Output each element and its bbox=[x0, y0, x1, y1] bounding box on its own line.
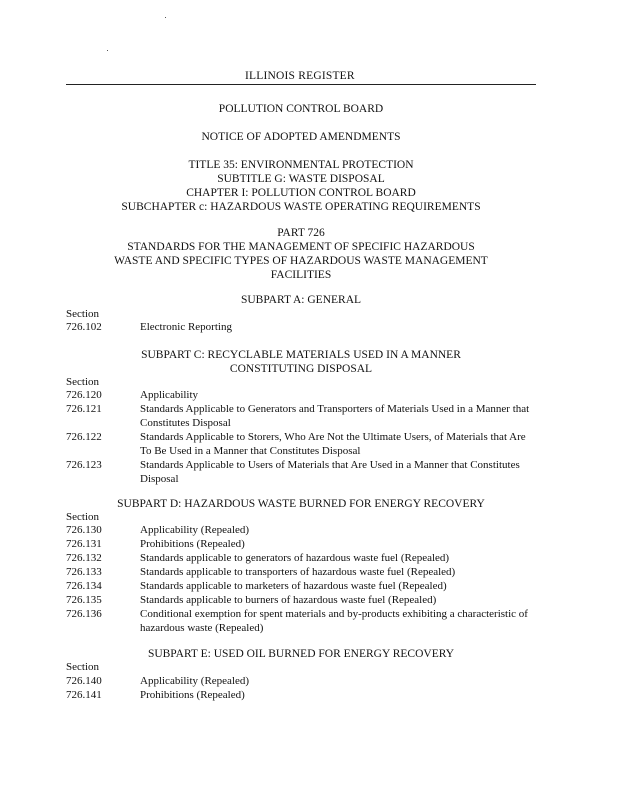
subpart-c-heading-2: CONSTITUTING DISPOSAL bbox=[229, 363, 373, 375]
section-title: Prohibitions (Repealed) bbox=[140, 689, 245, 701]
section-title: Prohibitions (Repealed) bbox=[140, 538, 245, 550]
subpart-e-heading: SUBPART E: USED OIL BURNED FOR ENERGY RECOVERY bbox=[147, 648, 455, 660]
part-number: PART 726 bbox=[277, 227, 325, 239]
section-number: 726.121 bbox=[66, 403, 102, 415]
subchapter-line: SUBCHAPTER c: HAZARDOUS WASTE OPERATING REQUIREMENTS bbox=[121, 201, 481, 213]
section-title: Conditional exemption for spent materials and by-products exhibiting a characteristic of hazardous waste (Repealed) bbox=[140, 608, 528, 634]
section-title: Standards Applicable to Generators and Transporters of Materials Used in a Manner that Constitutes Disposal bbox=[140, 403, 530, 429]
section-number: 726.136 bbox=[66, 608, 102, 620]
subpart-c-heading: SUBPART C: RECYCLABLE MATERIALS USED IN A MANNER bbox=[141, 349, 461, 361]
section-title: Standards applicable to marketers of hazardous waste fuel (Repealed) bbox=[140, 580, 447, 592]
section-number: 726.131 bbox=[66, 538, 102, 550]
section-title: Applicability (Repealed) bbox=[140, 675, 250, 687]
section-title: Applicability bbox=[140, 389, 199, 401]
scan-speck bbox=[165, 17, 166, 18]
section-number: 726.134 bbox=[66, 580, 102, 592]
section-label: Section bbox=[66, 376, 99, 388]
part-title-line-2: WASTE AND SPECIFIC TYPES OF HAZARDOUS WASTE MANAGEMENT bbox=[114, 255, 488, 267]
notice-line: NOTICE OF ADOPTED AMENDMENTS bbox=[201, 131, 401, 143]
section-title: Standards applicable to burners of hazardous waste fuel (Repealed) bbox=[140, 594, 437, 606]
section-number: 726.130 bbox=[66, 524, 102, 536]
agency-line: POLLUTION CONTROL BOARD bbox=[218, 103, 384, 115]
subtitle-line: SUBTITLE G: WASTE DISPOSAL bbox=[217, 173, 385, 185]
section-title: Standards applicable to transporters of hazardous waste fuel (Repealed) bbox=[140, 566, 456, 578]
scan-speck bbox=[107, 50, 108, 51]
section-title: Standards applicable to generators of hazardous waste fuel (Repealed) bbox=[140, 552, 450, 564]
section-label: Section bbox=[66, 308, 99, 320]
register-header: ILLINOIS REGISTER bbox=[245, 70, 355, 82]
section-number: 726.120 bbox=[66, 389, 102, 401]
subpart-a-heading: SUBPART A: GENERAL bbox=[240, 294, 362, 306]
section-title: Electronic Reporting bbox=[140, 321, 232, 333]
section-title: Standards Applicable to Users of Materials that Are Used in a Manner that Constitutes Disposal bbox=[140, 459, 520, 485]
header-rule bbox=[66, 84, 536, 85]
section-title: Applicability (Repealed) bbox=[140, 524, 250, 536]
section-number: 726.123 bbox=[66, 459, 102, 471]
part-title-line-1: STANDARDS FOR THE MANAGEMENT OF SPECIFIC HAZARDOUS bbox=[127, 241, 475, 253]
title-line: TITLE 35: ENVIRONMENTAL PROTECTION bbox=[188, 159, 414, 171]
section-number: 726.135 bbox=[66, 594, 102, 606]
section-label: Section bbox=[66, 511, 99, 523]
part-title-line-3: FACILITIES bbox=[270, 269, 332, 281]
section-number: 726.122 bbox=[66, 431, 102, 443]
section-number: 726.102 bbox=[66, 321, 102, 333]
section-title: Standards Applicable to Storers, Who Are Not the Ultimate Users, of Materials that Are To Be Used in a Manner that Constitutes Disposal bbox=[140, 431, 526, 457]
section-number: 726.133 bbox=[66, 566, 102, 578]
section-label: Section bbox=[66, 661, 99, 673]
section-number: 726.141 bbox=[66, 689, 102, 701]
chapter-line: CHAPTER I: POLLUTION CONTROL BOARD bbox=[186, 187, 416, 199]
section-number: 726.140 bbox=[66, 675, 102, 687]
section-number: 726.132 bbox=[66, 552, 102, 564]
subpart-d-heading: SUBPART D: HAZARDOUS WASTE BURNED FOR ENERGY RECOVERY bbox=[117, 498, 485, 510]
